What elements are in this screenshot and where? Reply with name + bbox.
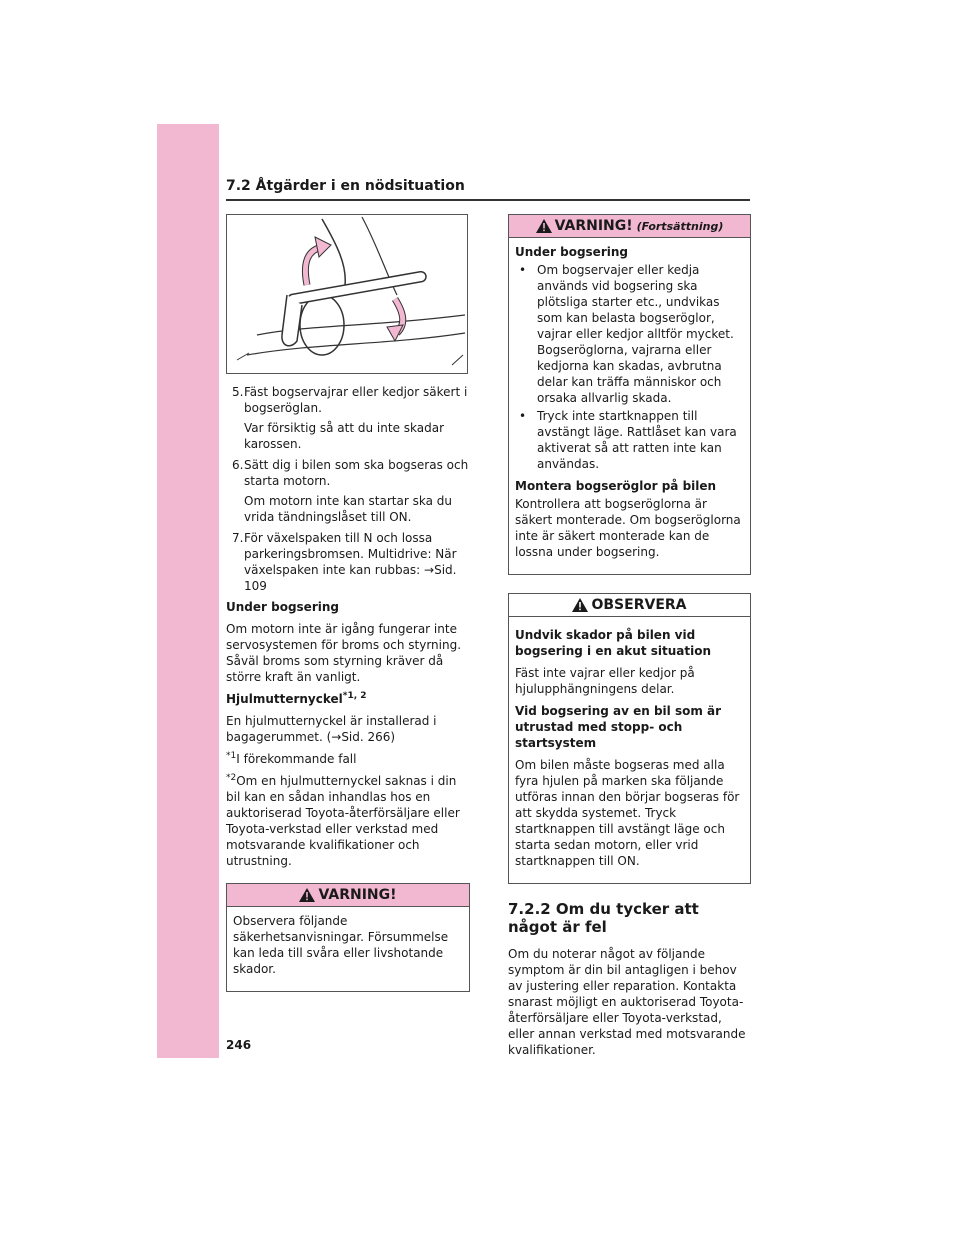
wrench-text: En hjulmutternyckel är installerad i bagagerummet. (→Sid. 266) [226,714,437,744]
warning-text: Observera följande säkerhetsanvisningar. Försummelse kan leda till svåra eller livshotande skador. [233,914,449,976]
bullet-item [515,262,744,406]
step-number: 7. [232,531,244,545]
step-number: 5. [232,385,244,399]
wrench-heading [226,691,470,707]
section-text: Om du noterar något av följande symptom är din bil antagligen i behov av justering eller reparation. Kontakta snarast möjligt en auktoriserad Toyota-återförsäljare eller Toyota-verkstad, eller annan verkstad med motsvarande kvalifikationer. [508,947,746,1057]
footnote-1-text: I förekommande fall [236,752,357,766]
warning-title: VARNING! [318,887,397,903]
step-number: 6. [232,458,244,472]
warning-subheading: Under bogsering [515,245,628,259]
notice-triangle-icon [572,598,588,612]
step-text: Om motorn inte kan startar ska du vrida tändningslåset till ON. [244,494,452,524]
tow-eye-illustration [226,214,468,374]
warning-header [227,884,469,907]
warning-body [509,238,750,574]
header-rule [226,199,750,201]
footnote-2-mark: *2 [226,773,237,783]
warning-continued-label: (Fortsättning) [636,219,724,233]
step-item [226,384,470,452]
bullet-dot: • [519,263,527,277]
right-column [508,214,751,1064]
bullet-text: Tryck inte startknappen till avstängt läge. Rattlåset kan vara aktiverat så att ratten inte kan användas. [537,409,737,471]
chapter-header: 7.2 Åtgärder i en nödsituation [226,178,465,194]
wrench-heading-text: Hjulmutternyckel [226,692,343,706]
notice-subheading: Vid bogsering av en bil som är utrustad med stopp- och startsystem [515,704,722,750]
notice-box [508,593,751,884]
footnote-1-mark: *1 [226,751,237,761]
warning-triangle-icon [536,219,552,233]
page-number: 246 [226,1038,252,1052]
bullet-item [515,408,744,472]
bullet-text: Om bogservajer eller kedja används vid bogsering ska plötsliga starter etc., undvikas som kan belasta bogseröglor, vajrar eller kedjor alltför mycket. Bogseröglorna, vajrarna eller kedjorna kan skadas, avbrutna delar kan träffa människor och orsaka allvarlig skada. [537,263,734,405]
warning-title: VARNING! [554,218,633,234]
step-text: Sätt dig i bilen som ska bogseras och starta motorn. [244,458,469,488]
step-item [226,457,470,525]
step-text: Fäst bogservajrar eller kedjor säkert i bogseröglan. [244,385,468,415]
warning-box-left [226,883,470,992]
section-heading: 7.2.2 Om du tycker att något är fel [508,900,699,936]
bullet-dot: • [519,409,527,423]
warning-box-continued [508,214,751,575]
footnote-2 [226,773,470,869]
warning-triangle-icon [299,888,315,902]
warning-header [509,215,750,238]
tow-eye-drawing [227,215,467,373]
notice-title: OBSERVERA [591,597,687,613]
footnote-2-text: Om en hjulmutternyckel saknas i din bil kan en sådan inhandlas hos en auktoriserad Toyota-återförsäljare eller Toyota-verkstad eller verkstad med motsvarande kvalifikationer och utrustning. [226,774,460,868]
warning-text: Kontrollera att bogseröglorna är säkert monterade. Om bogseröglorna inte är säkert monterade kan de lossna under bogsering. [515,497,741,559]
wrench-heading-sup: *1, 2 [342,691,367,701]
page-side-band [157,124,219,1058]
notice-subheading: Undvik skador på bilen vid bogsering i en akut situation [515,628,712,658]
steps-list [226,384,470,594]
warning-body [227,907,469,991]
under-towing-text: Om motorn inte är igång fungerar inte servosystemen för broms och styrning. Såväl broms som styrning kräver då större kraft än vanligt. [226,622,462,684]
footnote-1 [226,751,470,767]
step-text: Var försiktig så att du inte skadar karossen. [244,421,445,451]
notice-header [509,594,750,617]
notice-body [509,617,750,883]
left-column [226,214,470,992]
warning-subheading: Montera bogseröglor på bilen [515,479,717,493]
notice-text: Fäst inte vajrar eller kedjor på hjulupphängningens delar. [515,666,695,696]
notice-text: Om bilen måste bogseras med alla fyra hjulen på marken ska följande utföras innan den börjar bogseras för att skydda systemet. Tryck startknappen till avstängt läge och starta sedan motorn, eller vrid startknappen till ON. [515,758,740,868]
step-text: För växelspaken till N och lossa parkeringsbromsen. Multidrive: När växelspaken inte kan rubbas: →Sid. 109 [244,531,457,593]
under-towing-heading: Under bogsering [226,600,339,614]
step-item [226,530,470,594]
warning-bullets [515,262,744,472]
